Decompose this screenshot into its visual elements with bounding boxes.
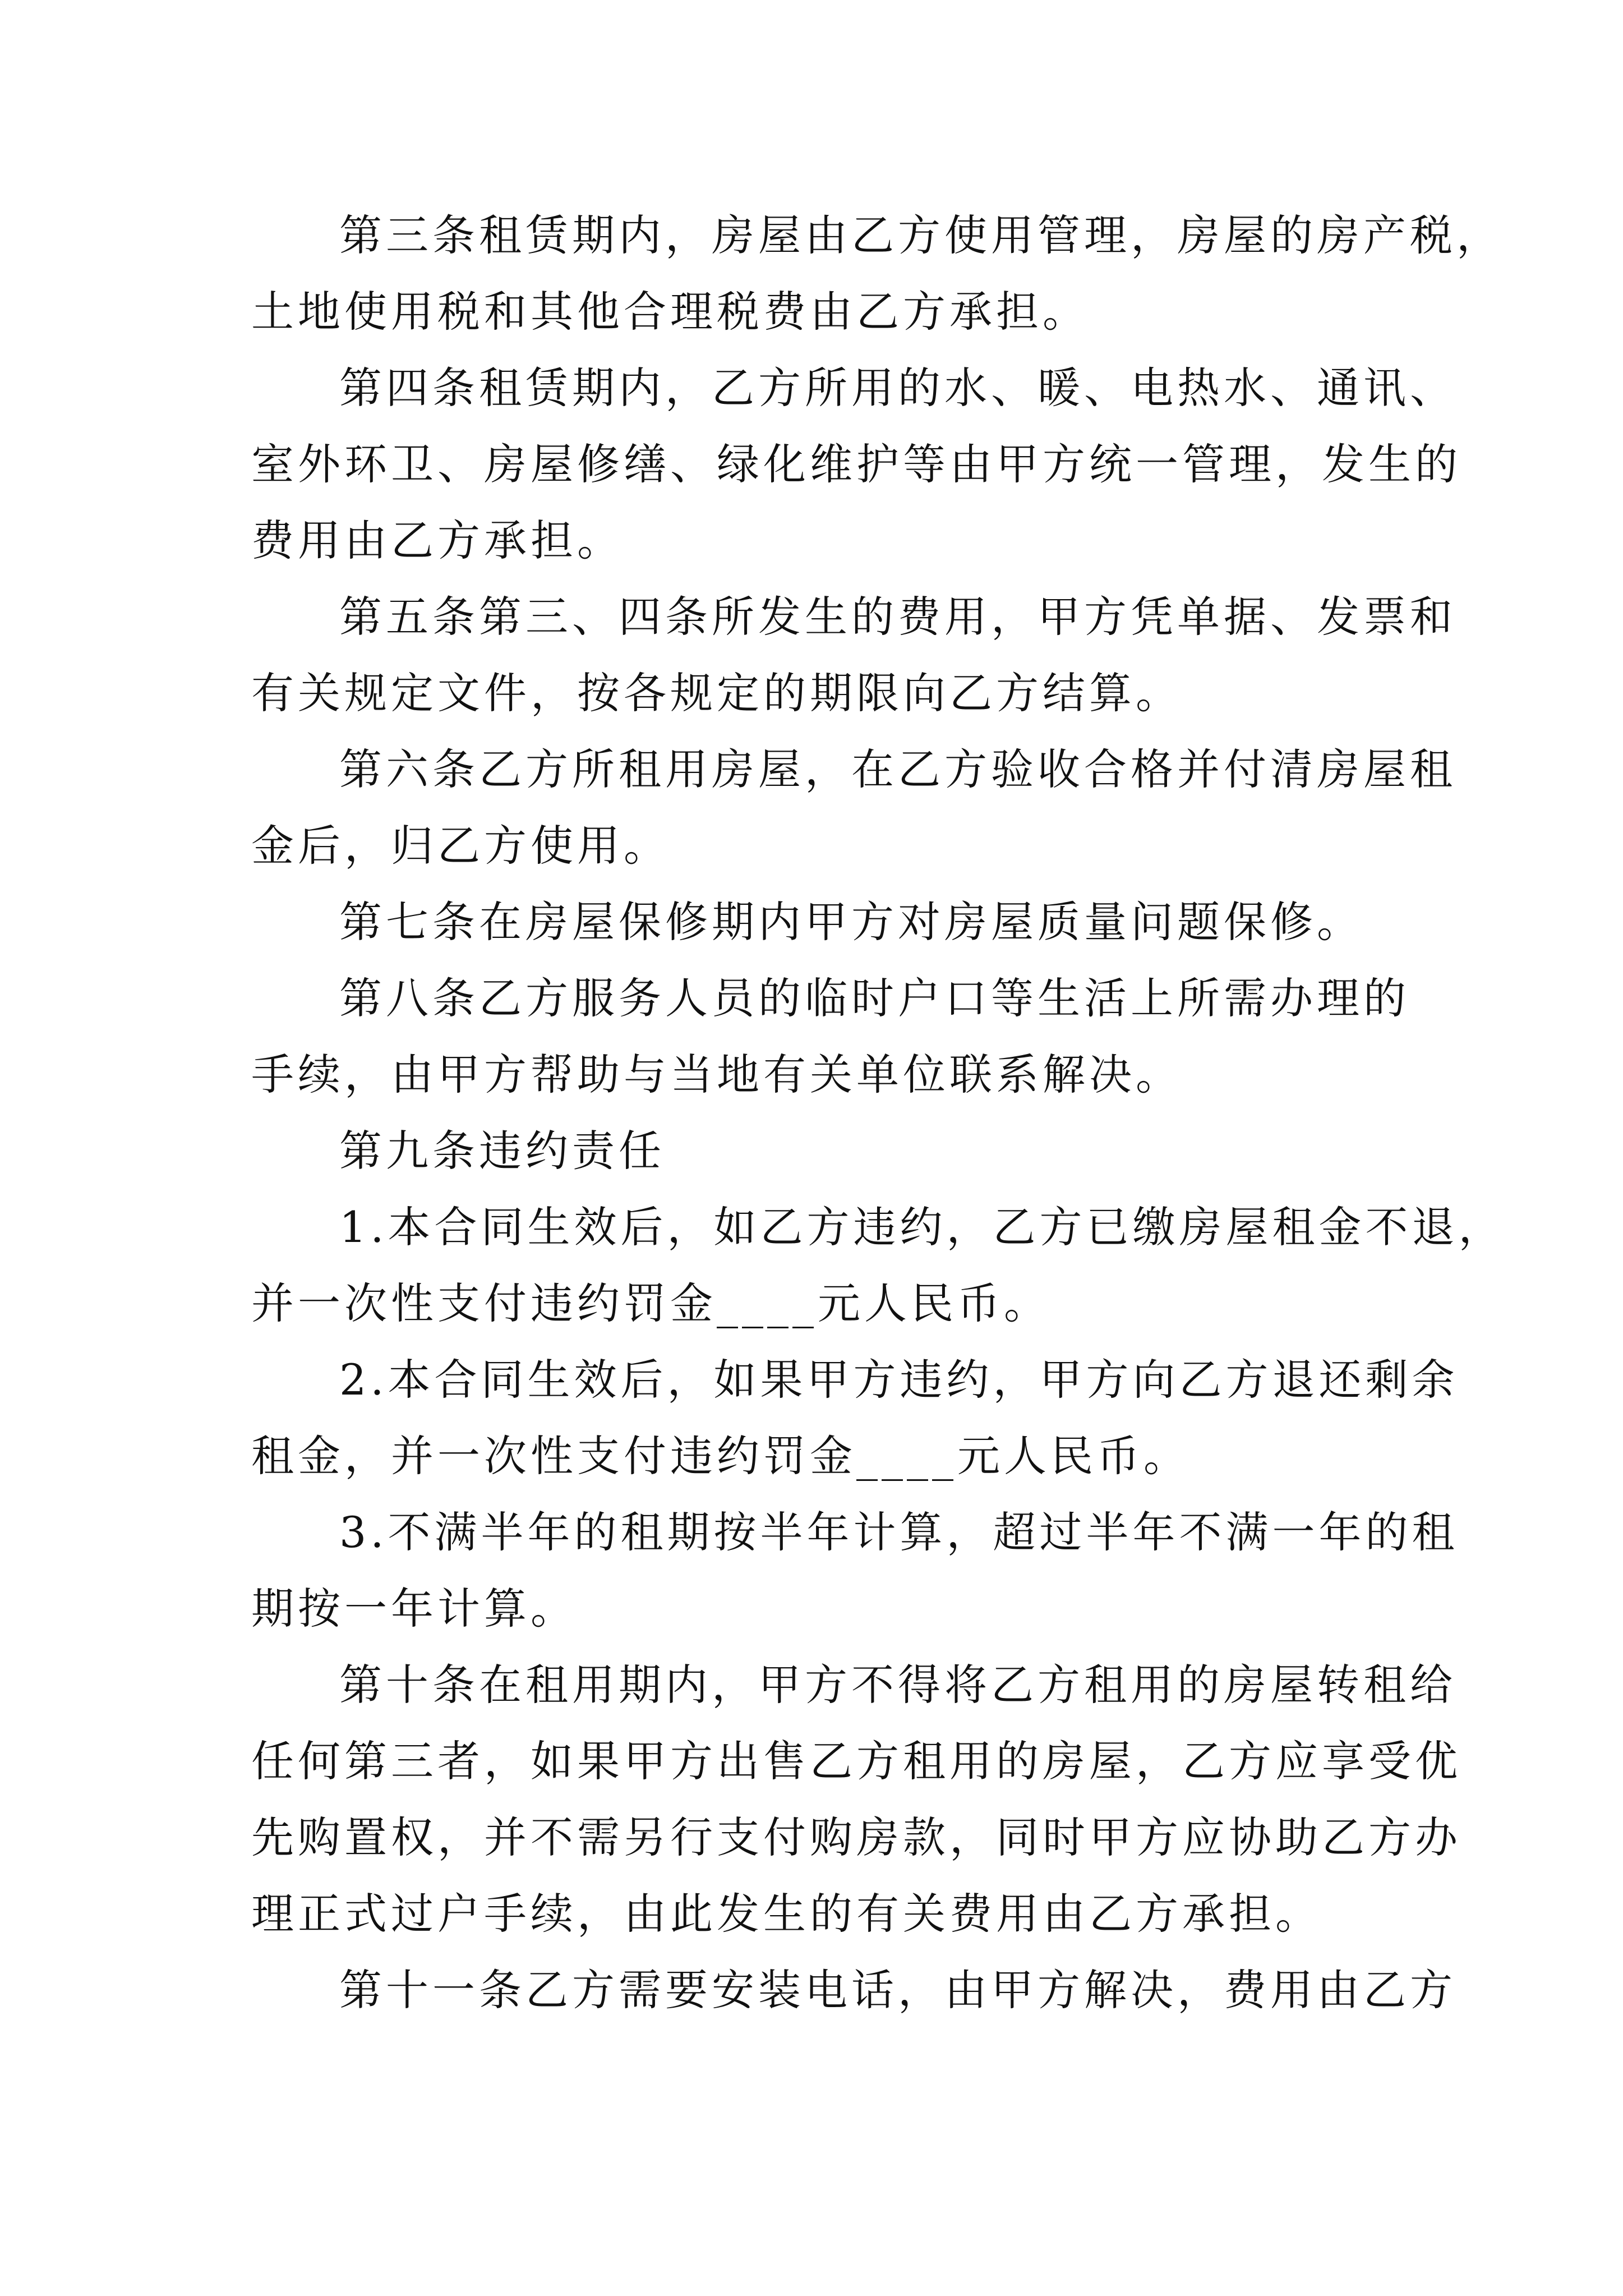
clause-11-line-1: 第十一条乙方需要安装电话，由甲方解决，费用由乙方 — [339, 1965, 1456, 2015]
clause-3-line-2: 土地使用税和其他合理税费由乙方承担。 — [251, 287, 1089, 337]
clause-7-line-1: 第七条在房屋保修期内甲方对房屋质量问题保修。 — [339, 897, 1363, 947]
clause-3-line-1: 第三条租赁期内，房屋由乙方使用管理，房屋的房产税， — [339, 210, 1503, 260]
clause-9-heading: 第九条违约责任 — [339, 1126, 665, 1176]
clause-9-item-2-line-1: 2.本合同生效后，如果甲方违约，甲方向乙方退还剩余 — [339, 1355, 1459, 1405]
clause-10-line-2: 任何第三者，如果甲方出售乙方租用的房屋，乙方应享受优 — [251, 1736, 1461, 1786]
clause-9-item-3-line-1: 3.不满半年的租期按半年计算，超过半年不满一年的租 — [339, 1507, 1459, 1557]
clause-9-item-3-line-2: 期按一年计算。 — [251, 1584, 577, 1634]
clause-10-line-1: 第十条在租用期内，甲方不得将乙方租用的房屋转租给 — [339, 1660, 1456, 1710]
clause-4-line-3: 费用由乙方承担。 — [251, 516, 624, 565]
clause-6-line-1: 第六条乙方所租用房屋，在乙方验收合格并付清房屋租 — [339, 744, 1456, 794]
clause-8-line-1: 第八条乙方服务人员的临时户口等生活上所需办理的 — [339, 973, 1410, 1023]
clause-9-item-1-line-2: 并一次性支付违约罚金____元人民币。 — [251, 1278, 1050, 1328]
clause-10-line-3: 先购置权，并不需另行支付购房款，同时甲方应协助乙方办 — [251, 1812, 1461, 1862]
clause-4-line-1: 第四条租赁期内，乙方所用的水、暖、电热水、通讯、 — [339, 363, 1456, 413]
clause-10-line-4: 理正式过户手续，由此发生的有关费用由乙方承担。 — [251, 1889, 1322, 1939]
clause-5-line-2: 有关规定文件，按各规定的期限向乙方结算。 — [251, 668, 1182, 718]
clause-9-item-2-line-2: 租金，并一次性支付违约罚金____元人民币。 — [251, 1431, 1190, 1481]
clause-5-line-1: 第五条第三、四条所发生的费用，甲方凭单据、发票和 — [339, 592, 1456, 642]
clause-8-line-2: 手续，由甲方帮助与当地有关单位联系解决。 — [251, 1050, 1182, 1099]
clause-4-line-2: 室外环卫、房屋修缮、绿化维护等由甲方统一管理，发生的 — [251, 439, 1461, 489]
clause-6-line-2: 金后，归乙方使用。 — [251, 821, 670, 871]
clause-9-item-1-line-1: 1.本合同生效后，如乙方违约，乙方已缴房屋租金不退， — [339, 1202, 1505, 1252]
